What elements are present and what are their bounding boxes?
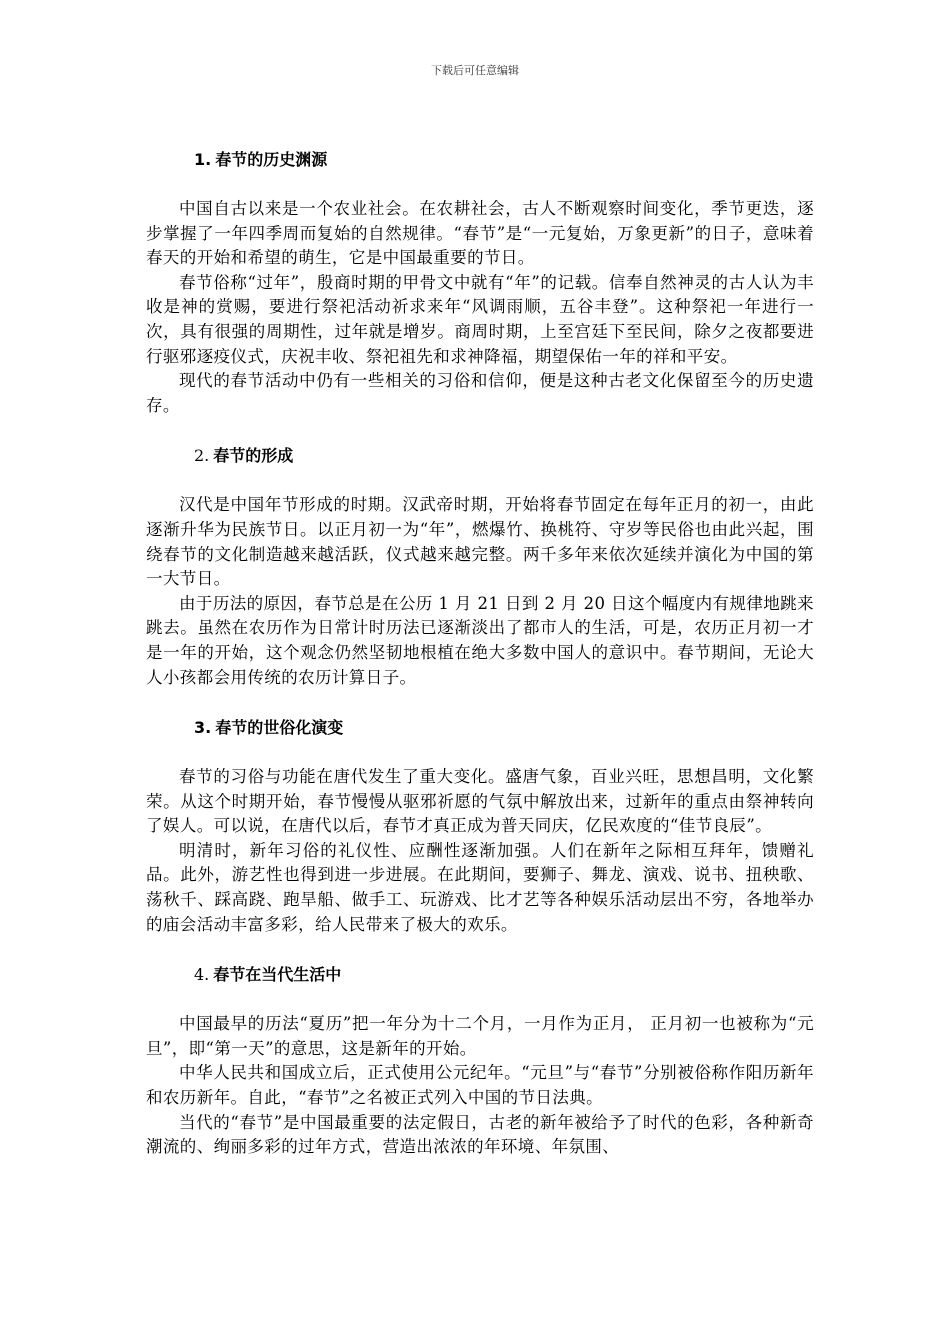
section-formation: [146, 444, 814, 690]
paragraph: 中国自古以来是一个农业社会。在农耕社会，古人不断观察时间变化，季节更迭，逐步掌握了一年四季周而复始的自然规律。“春节”是“一元复始，万象更新”的日子，意味着春天的开始和希望的萌生，它是中国最重要的节日。: [146, 199, 814, 268]
section-heading: [146, 444, 814, 468]
paragraph: 汉代是中国年节形成的时期。汉武帝时期，开始将春节固定在每年正月的初一，由此逐渐升华为民族节日。以正月初一为“年”，燃爆竹、换桃符、守岁等民俗也由此兴起，围绕春节的文化制造越来越活跃，仪式越来越完整。两千多年来依次延续并演化为中国的第一大节日。: [146, 495, 814, 589]
section-secularization: [146, 716, 814, 937]
paragraph: 现代的春节活动中仍有一些相关的习俗和信仰，便是这种古老文化保留至今的历史遗存。: [146, 371, 814, 415]
paragraph: 中国最早的历法“夏历”把一年分为十二个月，一月作为正月， 正月初一也被称为“元旦”，即“第一天”的意思，这是新年的开始。: [146, 1014, 814, 1058]
paragraph: 由于历法的原因，春节总是在公历 1 月 21 日到 2 月 20 日这个幅度内有规律地跳来跳去。虽然在农历作为日常计时历法已逐渐淡出了都市人的生活，可是，农历正月初一才是一年的开始，这个观念仍然坚韧地根植在绝大多数中国人的意识中。春节期间，无论大人小孩都会用传统的农历计算日子。: [146, 593, 814, 687]
section-number: 3.: [194, 718, 212, 738]
section-heading: [146, 716, 814, 740]
section-heading: [146, 148, 814, 172]
section-title: 春节在当代生活中: [213, 965, 342, 985]
section-contemporary: [146, 963, 814, 1160]
paragraph: 中华人民共和国成立后，正式使用公元纪年。“元旦”与“春节”分别被俗称作阳历新年和农历新年。自此，“春节”之名被正式列入中国的节日法典。: [146, 1063, 814, 1108]
page-header-note: 下载后可任意编辑: [431, 64, 519, 77]
section-title: 春节的历史渊源: [215, 150, 328, 169]
section-number: 1.: [194, 150, 212, 169]
section-title: 春节的世俗化演变: [215, 718, 344, 738]
document-body: [146, 148, 814, 1186]
paragraph: 明清时，新年习俗的礼仪性、应酬性逐渐加强。人们在新年之际相互拜年，馈赠礼品。此外，游艺性也得到进一步进展。在此期间，要狮子、舞龙、演戏、说书、扭秧歌、荡秋千、踩高跷、跑旱船、做手工、玩游戏、比才艺等各种娱乐活动层出不穷，各地举办的庙会活动丰富多彩，给人民带来了极大的欢乐。: [146, 840, 814, 934]
section-number: 2.: [194, 446, 210, 466]
paragraph: 春节的习俗与功能在唐代发生了重大变化。盛唐气象，百业兴旺，思想昌明，文化繁荣。从这个时期开始，春节慢慢从驱邪祈愿的气氛中解放出来，过新年的重点由祭神转向了娱人。可以说，在唐代以后，春节才真正成为普天同庆，亿民欢度的“佳节良辰”。: [146, 767, 814, 836]
section-title: 春节的形成: [213, 446, 294, 466]
section-history: [146, 148, 814, 418]
section-heading: [146, 963, 814, 987]
paragraph: 春节俗称“过年”，殷商时期的甲骨文中就有“年”的记载。信奉自然神灵的古人认为丰收是神的赏赐，要进行祭祀活动祈求来年“风调雨顺，五谷丰登”。这种祭祀一年进行一次，具有很强的周期性，过年就是增岁。商周时期，上至宫廷下至民间，除夕之夜都要进行驱邪逐疫仪式，庆祝丰收、祭祀祖先和求神降福，期望保佑一年的祥和平安。: [146, 272, 814, 366]
section-number: 4.: [194, 965, 210, 985]
paragraph: 当代的“春节”是中国最重要的法定假日，古老的新年被给予了时代的色彩，各种新奇潮流的、绚丽多彩的过年方式，营造出浓浓的年环境、年氛围、: [146, 1112, 814, 1157]
